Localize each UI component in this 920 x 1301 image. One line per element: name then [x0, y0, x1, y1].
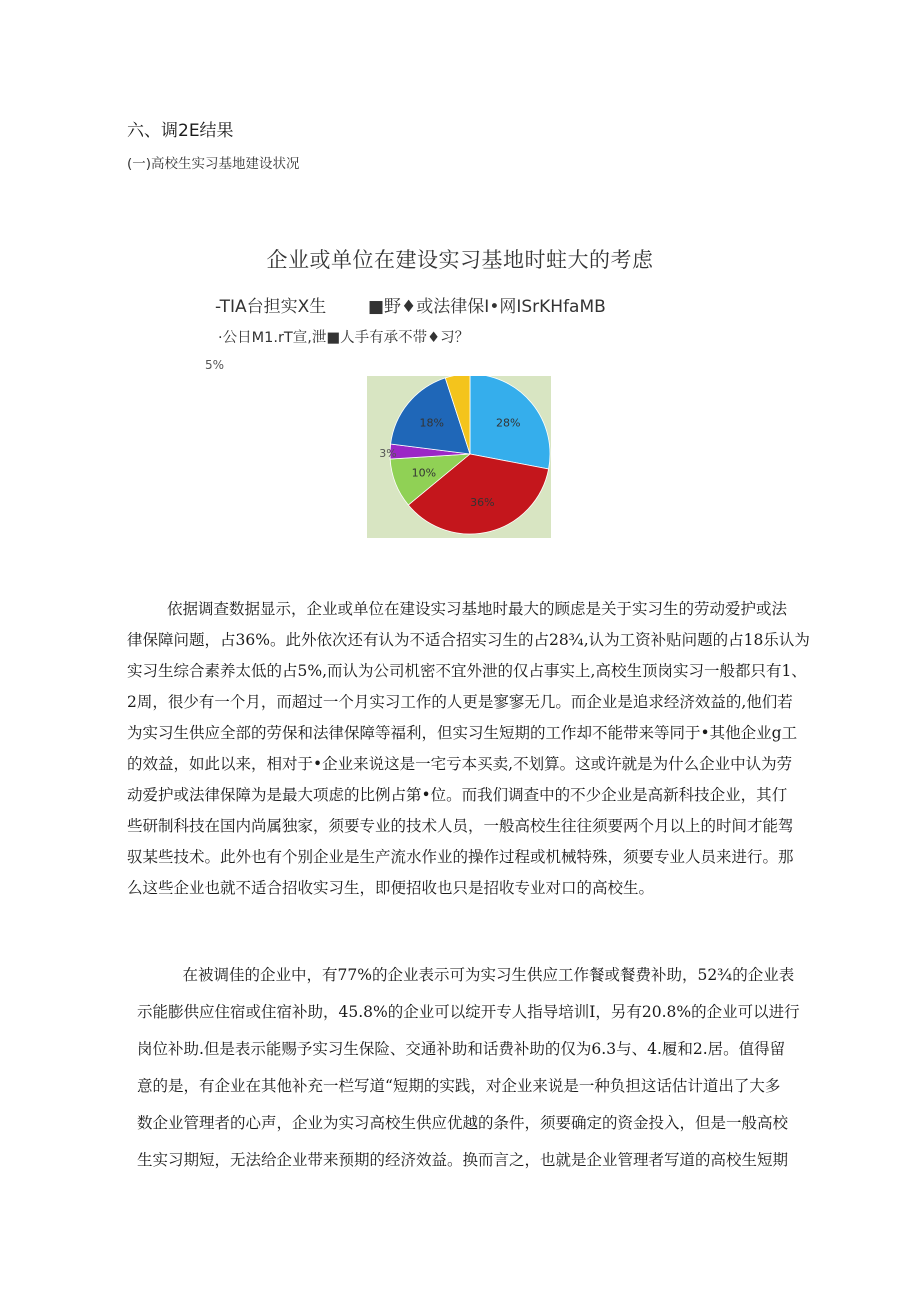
- legend-entry-3: [218, 326, 469, 347]
- legend-entry-2: [368, 292, 606, 317]
- paragraph-line: 依据调查数据显示，企业或单位在建设实习基地时最大的顾虑是关于实习生的劳动爱护或法: [167, 600, 788, 618]
- paragraph-line: 么这些企业也就不适合招收实习生，即便招收也只是招收专业对口的高校生。: [127, 879, 655, 897]
- paragraph-line: 驭某些技术。此外也有个别企业是生产流水作业的操作过程或机械特殊，须要专业人员来进行。那: [127, 848, 794, 866]
- paragraph-line: 岗位补助.但是表示能赐予实习生保险、交通补助和话费补助的仅为6.3与、4.履和2.居。值得留: [137, 1040, 786, 1058]
- chart-title: 企业或单位在建设实习基地时蛀大的考虑: [266, 248, 654, 272]
- pie-slice-label: 10%: [411, 466, 437, 480]
- pie-slice-label: 28%: [495, 416, 521, 430]
- paragraph-line: 生实习期短，无法给企业带来预期的经济效益。换而言之，也就是企业管理者写道的高校生短期: [137, 1151, 789, 1169]
- paragraph-1: [127, 594, 810, 904]
- paragraph-line: 在被调佳的企业中，有77%的企业表示可为实习生供应工作餐或餐费补助，52¾的企业表: [167, 966, 795, 984]
- paragraph-line: 2周，很少有一个月，而超过一个月实习工作的人更是寥寥无几。而企业是追求经济效益的,他们若: [127, 693, 793, 711]
- pie-slice-label: 3%: [379, 447, 397, 460]
- paragraph-line: 的效益，如此以来，相对于•企业来说这是一宅亏本买卖,不划算。这或许就是为什么企业中认为劳: [127, 755, 793, 773]
- pie-slice-label: 18%: [419, 416, 445, 430]
- outside-slice-label: 5%: [205, 358, 225, 372]
- paragraph-line: 数企业管理者的心声，企业为实习高校生供应优越的条件，须要确定的资金投入，但是一般高校: [137, 1114, 789, 1132]
- paragraph-line: 律保障问题，占36%。此外依次还有认为不适合招实习生的占28¾,认为工资补贴问题的占18乐认为: [127, 631, 810, 649]
- paragraph-line: 意的是，有企业在其他补充一栏写道“短期的实践，对企业来说是一种负担这话估计道出了大多: [137, 1077, 781, 1095]
- paragraph-2: [137, 957, 800, 1179]
- pie-chart: [367, 376, 551, 538]
- pie-slice-label: 36%: [470, 496, 495, 510]
- paragraph-line: 实习生综合素养太低的占5%,而认为公司机密不宜外泄的仅占事实上,高校生顶岗实习一般都只有1、: [127, 662, 807, 680]
- legend-entry-1: [215, 292, 326, 317]
- legend-text-2: ■野♦或法律保I•网ISrKHfaMB: [368, 297, 606, 317]
- subsection-heading: (一)高校生实习基地建设状况: [127, 156, 300, 172]
- section-heading: 六、调2E结果: [127, 121, 234, 141]
- paragraph-line: 动爱护或法律保障为是最大项虑的比例占第•位。而我们调查中的不少企业是高新科技企业，其仃: [127, 786, 788, 804]
- paragraph-line: 示能膨供应住宿或住宿补助，45.8%的企业可以绽开专人指导培训I，另有20.8%的企业可以进行: [137, 1003, 800, 1021]
- paragraph-line: 为实习生供应全部的劳保和法律保障等福利，但实习生短期的工作却不能带来等同于•其他企业g工: [127, 724, 798, 742]
- legend-text-3: ·公日M1.rT宣,泄■人手有承不带♦习？: [218, 330, 470, 346]
- pie-slices: [390, 376, 550, 534]
- legend-text-1: -TIA台担实X生: [215, 297, 327, 317]
- paragraph-line: 些研制科技在国内尚属独家，须要专业的技术人员，一般高校生往往须要两个月以上的时间才能驾: [127, 817, 794, 835]
